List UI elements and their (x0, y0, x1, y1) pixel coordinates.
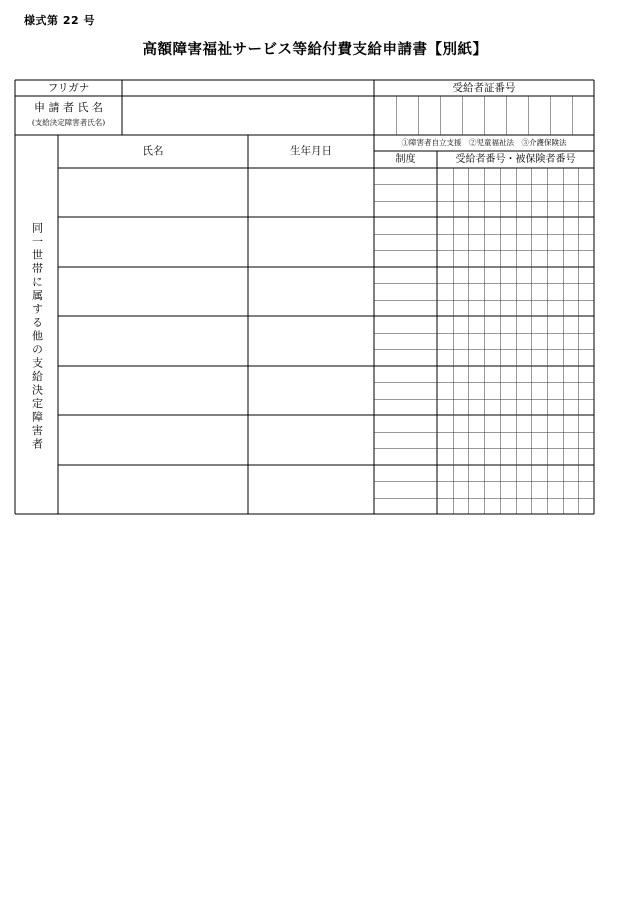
insured-number-header: 受給者番号・被保険者番号 (455, 154, 576, 165)
certificate-number-label: 受給者証番号 (452, 82, 516, 94)
system-legend: ①障害者自立支援 ②児童福祉法 ③介護保険法 (401, 138, 567, 147)
household-side-label: 同一世帯に属する他の支給決定障害者 (30, 222, 44, 452)
applicant-name-sublabel: (支給決定障害者氏名) (31, 118, 106, 127)
name-header: 氏名 (142, 145, 164, 157)
form-number: 様式第 22 号 (24, 14, 95, 27)
furigana-label: フリガナ (47, 82, 90, 94)
system-header: 制度 (395, 154, 416, 165)
page-title: 高額障害福祉サービス等給付費支給申請書【別紙】 (142, 42, 488, 58)
birthdate-header: 生年月日 (290, 145, 332, 157)
applicant-name-label: 申 請 者 氏 名 (34, 101, 103, 114)
